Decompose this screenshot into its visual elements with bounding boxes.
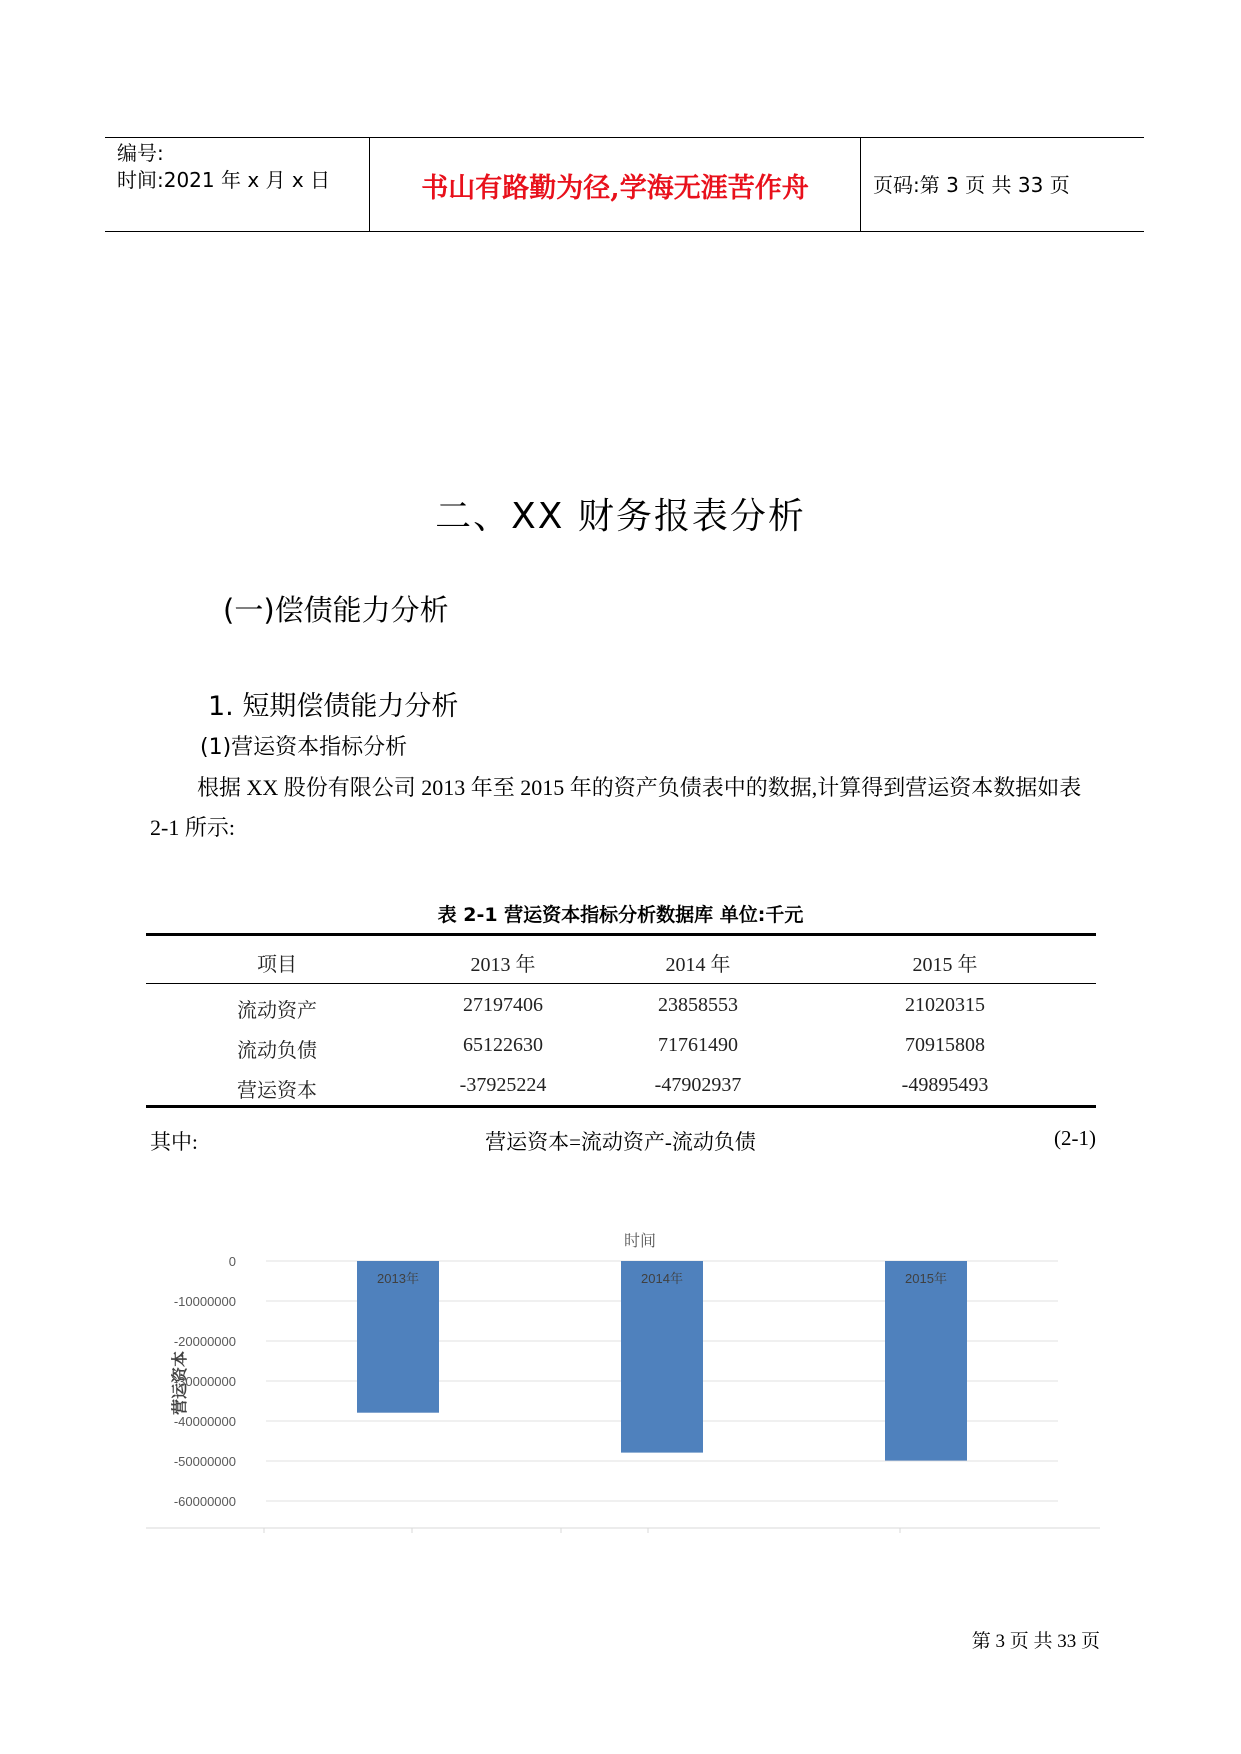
chart-y-tick-label: -50000000 [173, 1454, 236, 1469]
table-bottom-rule [146, 1105, 1096, 1108]
header-motto: 书山有路勤为径,学海无涯苦作舟 [421, 173, 809, 204]
chart-bar-label: 2015年 [905, 1271, 947, 1286]
table-header-rule [146, 983, 1096, 984]
table-cell: -47902937 [654, 1074, 742, 1096]
working-capital-chart [140, 1215, 1110, 1540]
table-cell: -49895493 [901, 1074, 989, 1096]
table-header-cell: 2014 年 [665, 954, 731, 976]
header-divider-right [860, 137, 861, 231]
table-cell: 流动资产 [237, 1000, 317, 1022]
table-cell: 23858553 [658, 994, 738, 1016]
chart-title: 时间 [623, 1233, 657, 1250]
section-subtitle: (一)偿债能力分析 [223, 593, 449, 627]
chart-y-tick-label: -20000000 [173, 1334, 236, 1349]
table-cell: -37925224 [459, 1074, 547, 1096]
table-cell: 流动负债 [237, 1040, 317, 1062]
formula-prefix: 其中: [150, 1130, 198, 1154]
chart-y-tick-label: 0 [228, 1254, 236, 1269]
table-header-cell: 项目 [257, 954, 297, 976]
table-cell: 27197406 [463, 994, 543, 1016]
formula-number: (2-1) [1054, 1126, 1096, 1150]
formula-expression: 营运资本=流动资产-流动负债 [485, 1130, 756, 1154]
table-header-cell: 2013 年 [470, 954, 536, 976]
header-page-info: 页码:第 3 页 共 33 页 [873, 173, 1070, 197]
chart-y-tick-label: -40000000 [173, 1414, 236, 1429]
table-header-cell: 2015 年 [912, 954, 978, 976]
body-paragraph: 根据 XX 股份有限公司 2013 年至 2015 年的资产负债表中的数据,计算得到营运资本数据如表 2-1 所示: [150, 775, 1082, 840]
section-title: 二、XX 财务报表分析 [435, 496, 806, 537]
header-top-rule [105, 137, 1144, 138]
header-bottom-rule [105, 231, 1144, 232]
item-heading: (1)营运资本指标分析 [200, 735, 408, 760]
chart-bar-label: 2013年 [377, 1271, 419, 1286]
page-footer: 第 3 页 共 33 页 [971, 1631, 1100, 1652]
table-cell: 营运资本 [237, 1080, 317, 1102]
chart-y-ticks [174, 1254, 236, 1509]
chart-y-tick-label: -30000000 [173, 1374, 236, 1389]
chart-bar [885, 1261, 967, 1461]
chart-bar-labels [377, 1271, 947, 1286]
time-label: 时间:2021 年 x 月 x 日 [117, 168, 331, 192]
chart-bars [357, 1261, 967, 1461]
table-cell: 71761490 [658, 1034, 738, 1056]
table-cell: 65122630 [463, 1034, 543, 1056]
serial-label: 编号: [117, 141, 164, 165]
chart-bar-label: 2014年 [641, 1271, 683, 1286]
subsection-title: 1. 短期偿债能力分析 [208, 691, 459, 722]
table-cell: 70915808 [905, 1034, 985, 1056]
chart-y-tick-label: -10000000 [173, 1294, 236, 1309]
chart-x-ticks [264, 1528, 900, 1533]
chart-bar [621, 1261, 703, 1453]
table-top-rule [146, 933, 1096, 936]
chart-y-axis-label: 营运资本 [172, 1350, 189, 1416]
chart-y-tick-label: -60000000 [173, 1494, 236, 1509]
table-cell: 21020315 [905, 994, 985, 1016]
table-caption: 表 2-1 营运资本指标分析数据库 单位:千元 [437, 904, 804, 926]
